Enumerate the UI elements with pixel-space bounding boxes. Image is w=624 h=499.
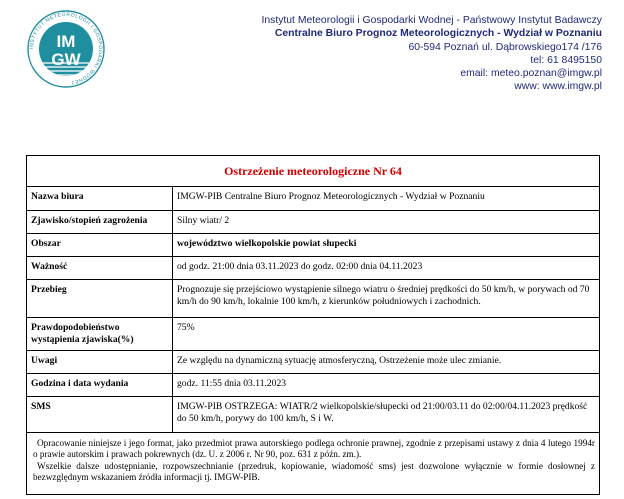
redistribution-paragraph: Wszelkie dalsze udostępnianie, rozpowszechnianie (przedruk, kopiowanie, wiadomość sms) jest dozwolone wyłącznie w formie dosłownej z bezwzględnym wskazaniem źródła informacji tj. IMGW-PIB.	[33, 460, 595, 483]
warning-document	[26, 155, 600, 495]
row-value: IMGW-PIB OSTRZEGA: WIATR/2 wielkopolskie/słupecki od 21:00/03.11 do 02:00/04.11.2023 prędkość do 50 km/h, porywy do 100 km/h, S i W.	[173, 396, 600, 432]
institute-name: Instytut Meteorologii i Gospodarki Wodnej - Państwowy Instytut Badawczy	[261, 15, 602, 26]
row-label: Uwagi	[27, 350, 173, 373]
table-row	[27, 210, 599, 233]
row-value: Ze względu na dynamiczną sytuację atmosferyczną, Ostrzeżenie może ulec zmianie.	[173, 350, 600, 373]
office-website[interactable]: www: www.imgw.pl	[514, 81, 602, 93]
office-phone: tel: 61 8495150	[530, 54, 602, 66]
row-label: Ważność	[27, 256, 173, 279]
row-label: Przebieg	[27, 279, 173, 317]
imgw-logo-icon	[26, 9, 106, 89]
logo-text-gw: GW	[51, 50, 81, 69]
copyright-paragraph: Opracowanie niniejsze i jego format, jako przedmiot prawa autorskiego podlega ochronie prawnej, zgodnie z przepisami ustawy z dnia 4 lutego 1994r o prawie autorskim i prawach pokrewnych (dz. U. z 2006 r. Nr 90, poz. 631 z późn. zm.).	[33, 437, 595, 460]
table-row	[27, 233, 599, 256]
table-row	[27, 187, 599, 210]
row-value: od godz. 21:00 dnia 03.11.2023 do godz. 02:00 dnia 04.11.2023	[173, 256, 600, 279]
row-label: Nazwa biura	[27, 187, 173, 210]
row-value: Prognozuje się przejściowo wystąpienie silnego wiatru o średniej prędkości do 50 km/h, w porywach od 70 km/h do 90 km/h, lokalnie 100 km/h, z kierunków południowych i zachodnich.	[173, 279, 600, 317]
office-address: 60-594 Poznań ul. Dąbrowskiego174 /176	[408, 41, 602, 53]
warning-title: Ostrzeżenie meteorologiczne Nr 64	[27, 156, 599, 187]
row-label: Prawdopodobieństwo wystąpienia zjawiska(%)	[27, 317, 173, 350]
row-label: Zjawisko/stopień zagrożenia	[27, 210, 173, 233]
copyright-notice	[27, 433, 599, 484]
logo-text-im: IM	[56, 32, 76, 51]
logo-ring-text: INSTYTUT METEOROLOGII I GOSPODARKI WODNEJ	[28, 11, 104, 86]
row-value: godz. 11:55 dnia 03.11.2023	[173, 373, 600, 396]
table-row	[27, 396, 599, 432]
office-email[interactable]: email: meteo.poznan@imgw.pl	[460, 68, 602, 80]
table-row	[27, 373, 599, 396]
table-row	[27, 256, 599, 279]
table-row	[27, 350, 599, 373]
table-row	[27, 317, 599, 350]
institute-header	[261, 14, 602, 94]
warning-table	[27, 187, 599, 433]
row-label: Obszar	[27, 233, 173, 256]
row-value: Silny wiatr/ 2	[173, 210, 600, 233]
row-value: 75%	[173, 317, 600, 350]
table-row	[27, 279, 599, 317]
imgw-logo	[26, 9, 106, 89]
row-label: Godzina i data wydania	[27, 373, 173, 396]
office-name: Centralne Biuro Prognoz Meteorologicznych - Wydział w Poznaniu	[274, 28, 602, 40]
row-value: województwo wielkopolskie powiat słupecki	[173, 233, 600, 256]
row-value: IMGW-PIB Centralne Biuro Prognoz Meteorologicznych - Wydział w Poznaniu	[173, 187, 600, 210]
row-label: SMS	[27, 396, 173, 432]
